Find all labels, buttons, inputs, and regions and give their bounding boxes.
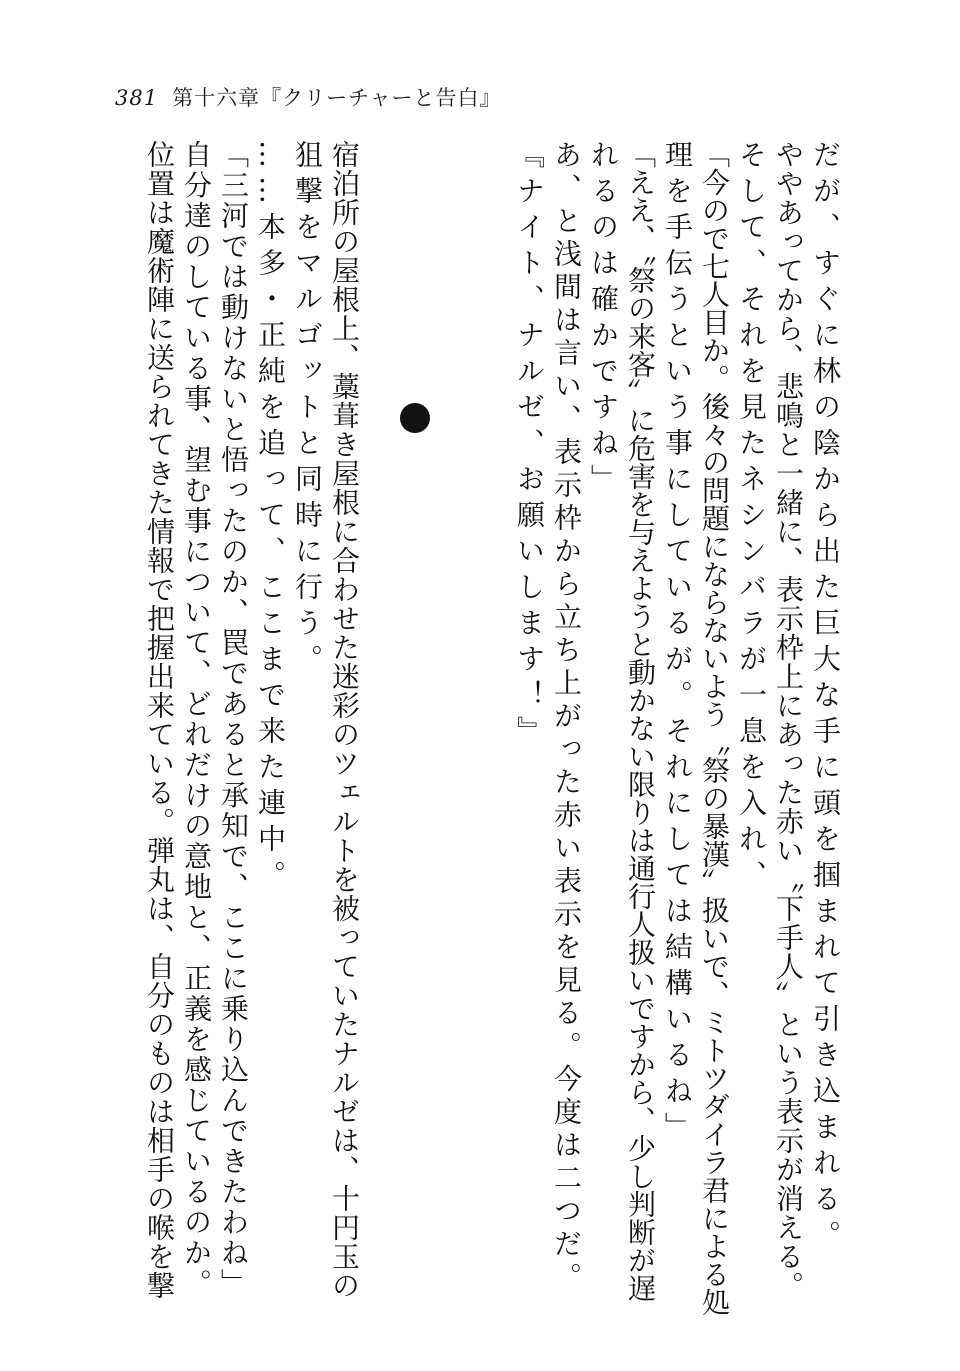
text-column: 「三河では動けないと悟ったのか、罠であると承知で、ここに乗り込んできたわね」 <box>217 140 250 1299</box>
text-column: ややあってから、悲鳴と一緒に、表示枠上にあった赤い〝下手人〟という表示が消える。 <box>772 140 805 1300</box>
text-column: ……本多・正純を追って、ここまで来た連中。 <box>254 140 287 896</box>
text-column: 位置は魔術陣に送られてきた情報で把握出来ている。弾丸は、自分のものは相手の喉を撃 <box>143 140 176 1300</box>
page-number: 381 <box>115 86 159 110</box>
running-header <box>115 82 501 112</box>
text-column: 狙撃をマルゴットと同時に行う。 <box>291 140 324 680</box>
text-column: 「今ので七人目か。後々の問題にならないよう〝祭の暴漢〟扱いで、ミトツダイラ君による処 <box>698 140 731 1316</box>
section-break-dot <box>400 403 430 433</box>
text-column: だが、すぐに林の陰から出た巨大な手に頭を掴まれて引き込まれる。 <box>809 140 842 1256</box>
text-column: 宿泊所の屋根上、藁葺き屋根に合わせた迷彩のツェルトを被っていたナルゼは、十円玉の <box>328 140 361 1300</box>
text-column: れるのは確かですね」 <box>587 140 620 500</box>
text-column: 『ナイト、ナルゼ、お願いします！』 <box>513 140 546 752</box>
text-column: 自分達のしている事、望む事について、どれだけの意地と、正義を感じているのか。 <box>180 140 213 1299</box>
text-column: あ、と浅間は言い、表示枠から立ち上がった赤い表示を見る。今度は二つだ。 <box>550 140 583 1295</box>
text-column: 「ええ、〝祭の来客〟に危害を与えようと動かない限りは通行人扱いですから、少し判断が遅 <box>624 140 657 1302</box>
text-column: 理を手伝うという事にしているが。それにしては結構いるね」 <box>661 140 694 1148</box>
chapter-title: 第十六章『クリーチャーと告白』 <box>172 86 502 110</box>
text-column: そして、それを見たネシンバラが一息を入れ、 <box>735 140 768 896</box>
